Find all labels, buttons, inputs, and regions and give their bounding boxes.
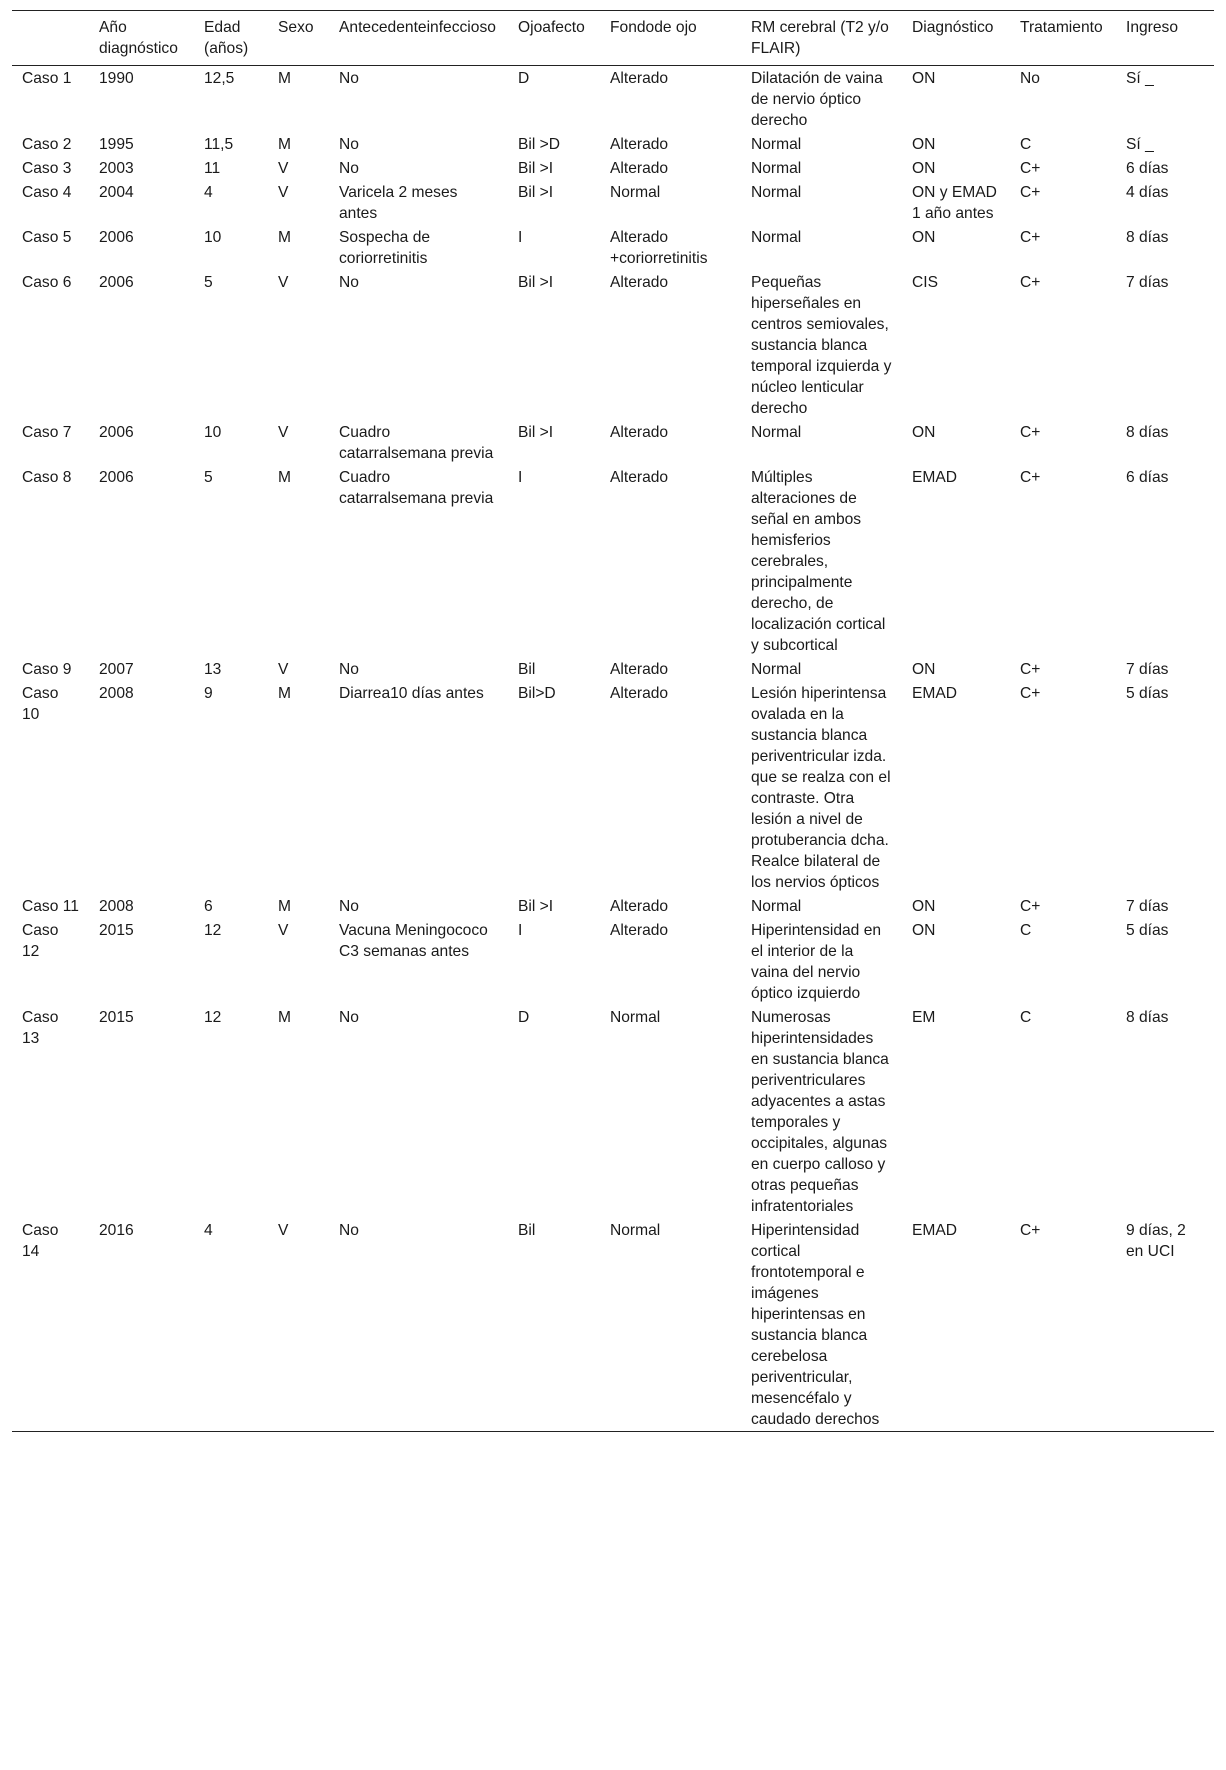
treatment-cell: C+ (1020, 274, 1041, 291)
table-row (12, 225, 1214, 270)
admission-cell: 4 días (1126, 184, 1169, 201)
year-cell: 2015 (99, 922, 134, 939)
infection-cell: Sospecha de coriorretinitis (339, 229, 431, 267)
sex-cell: M (278, 229, 291, 246)
header-eye: Ojoafecto (518, 19, 585, 36)
mri-cell: Normal (751, 184, 802, 201)
header-year: Año diagnóstico (99, 19, 178, 57)
diagnosis-cell: CIS (912, 274, 938, 291)
admission-cell: 7 días (1126, 274, 1169, 291)
year-cell: 2016 (99, 1222, 134, 1239)
year-cell: 2003 (99, 160, 134, 177)
sex-cell: V (278, 661, 289, 678)
table-row (12, 894, 1214, 918)
fundus-cell: Normal (610, 1009, 661, 1026)
sex-cell: V (278, 922, 289, 939)
mri-cell: Hiperintensidad cortical frontotemporal e imágenes hiperintensas en sustancia blanca cerebelosa periventricular, mesencéfalo y caudado derechos (751, 1222, 880, 1428)
header-treatment: Tratamiento (1020, 19, 1103, 36)
year-cell: 2006 (99, 229, 134, 246)
year-cell: 2015 (99, 1009, 134, 1026)
year-cell: 2008 (99, 898, 134, 915)
header-age: Edad (años) (204, 19, 249, 57)
fundus-cell: Alterado (610, 274, 669, 291)
eye-cell: Bil >D (518, 136, 561, 153)
mri-cell: Normal (751, 160, 802, 177)
fundus-cell: Normal (610, 1222, 661, 1239)
case-cell: Caso 1 (22, 70, 72, 87)
sex-cell: M (278, 469, 291, 486)
treatment-cell: C (1020, 922, 1032, 939)
sex-cell: M (278, 685, 291, 702)
infection-cell: Diarrea10 días antes (339, 685, 484, 702)
header-case (12, 11, 89, 66)
admission-cell: 8 días (1126, 229, 1169, 246)
admission-cell: 5 días (1126, 685, 1169, 702)
fundus-cell: Alterado (610, 424, 669, 441)
admission-cell: 7 días (1126, 898, 1169, 915)
table-body (12, 66, 1214, 1432)
mri-cell: Normal (751, 424, 802, 441)
eye-cell: Bil >I (518, 160, 554, 177)
fundus-cell: Alterado (610, 685, 669, 702)
mri-cell: Normal (751, 661, 802, 678)
sex-cell: M (278, 136, 291, 153)
diagnosis-cell: ON (912, 661, 936, 678)
mri-cell: Hiperintensidad en el interior de la vaina del nervio óptico izquierdo (751, 922, 882, 1002)
diagnosis-cell: ON (912, 898, 936, 915)
diagnosis-cell: ON (912, 922, 936, 939)
infection-cell: No (339, 70, 359, 87)
age-cell: 12,5 (204, 70, 235, 87)
treatment-cell: C+ (1020, 661, 1041, 678)
case-cell: Caso 4 (22, 184, 72, 201)
eye-cell: Bil (518, 661, 536, 678)
eye-cell: Bil >I (518, 274, 554, 291)
age-cell: 13 (204, 661, 222, 678)
table-row (12, 681, 1214, 894)
eye-cell: D (518, 70, 530, 87)
case-cell: Caso 6 (22, 274, 72, 291)
age-cell: 12 (204, 922, 222, 939)
mri-cell: Normal (751, 898, 802, 915)
admission-cell: Sí _ (1126, 136, 1154, 153)
sex-cell: V (278, 1222, 289, 1239)
case-cell: Caso 9 (22, 661, 72, 678)
header-diagnosis: Diagnóstico (912, 19, 994, 36)
header-row (12, 11, 1214, 66)
table-row (12, 1005, 1214, 1218)
eye-cell: Bil >I (518, 424, 554, 441)
case-cell: Caso 12 (22, 922, 59, 960)
age-cell: 12 (204, 1009, 222, 1026)
sex-cell: V (278, 184, 289, 201)
case-cell: Caso 2 (22, 136, 72, 153)
admission-cell: 7 días (1126, 661, 1169, 678)
eye-cell: D (518, 1009, 530, 1026)
clinical-cases-table (12, 10, 1214, 1432)
table-row (12, 420, 1214, 465)
case-cell: Caso 10 (22, 685, 59, 723)
admission-cell: 5 días (1126, 922, 1169, 939)
infection-cell: No (339, 661, 359, 678)
diagnosis-cell: EMAD (912, 685, 958, 702)
case-cell: Caso 5 (22, 229, 72, 246)
age-cell: 11,5 (204, 136, 234, 153)
eye-cell: I (518, 922, 523, 939)
age-cell: 5 (204, 469, 213, 486)
age-cell: 5 (204, 274, 213, 291)
infection-cell: Vacuna Meningococo C3 semanas antes (339, 922, 488, 960)
treatment-cell: C+ (1020, 424, 1041, 441)
year-cell: 2004 (99, 184, 134, 201)
table-row (12, 66, 1214, 133)
eye-cell: Bil >I (518, 184, 554, 201)
year-cell: 1990 (99, 70, 134, 87)
year-cell: 2006 (99, 274, 134, 291)
table-row (12, 156, 1214, 180)
treatment-cell: C+ (1020, 1222, 1041, 1239)
age-cell: 11 (204, 160, 221, 177)
sex-cell: V (278, 274, 289, 291)
sex-cell: M (278, 1009, 291, 1026)
case-cell: Caso 14 (22, 1222, 59, 1260)
table-row (12, 918, 1214, 1005)
year-cell: 2006 (99, 424, 134, 441)
treatment-cell: C+ (1020, 184, 1041, 201)
treatment-cell: C+ (1020, 469, 1041, 486)
table-row (12, 465, 1214, 657)
infection-cell: No (339, 160, 359, 177)
age-cell: 6 (204, 898, 213, 915)
fundus-cell: Alterado (610, 160, 669, 177)
case-cell: Caso 8 (22, 469, 72, 486)
treatment-cell: C+ (1020, 898, 1041, 915)
table-row (12, 1218, 1214, 1432)
table-row (12, 270, 1214, 420)
mri-cell: Dilatación de vaina de nervio óptico derecho (751, 70, 883, 129)
case-cell: Caso 13 (22, 1009, 59, 1047)
admission-cell: 8 días (1126, 424, 1169, 441)
diagnosis-cell: ON (912, 160, 936, 177)
eye-cell: Bil (518, 1222, 536, 1239)
sex-cell: M (278, 898, 291, 915)
treatment-cell: No (1020, 70, 1040, 87)
year-cell: 2008 (99, 685, 134, 702)
header-sex: Sexo (278, 19, 314, 36)
infection-cell: No (339, 898, 359, 915)
header-infection: Antecedenteinfeccioso (339, 19, 496, 36)
infection-cell: No (339, 1009, 359, 1026)
mri-cell: Normal (751, 136, 802, 153)
fundus-cell: Alterado (610, 136, 669, 153)
admission-cell: 9 días, 2 en UCI (1126, 1222, 1186, 1260)
treatment-cell: C (1020, 1009, 1032, 1026)
admission-cell: 8 días (1126, 1009, 1169, 1026)
sex-cell: V (278, 424, 289, 441)
eye-cell: I (518, 469, 523, 486)
eye-cell: I (518, 229, 523, 246)
sex-cell: M (278, 70, 291, 87)
header-mri: RM cerebral (T2 y/o FLAIR) (751, 19, 889, 57)
treatment-cell: C (1020, 136, 1032, 153)
case-cell: Caso 11 (22, 898, 79, 915)
fundus-cell: Alterado (610, 922, 669, 939)
infection-cell: Cuadro catarralsemana previa (339, 424, 494, 462)
diagnosis-cell: EMAD (912, 469, 958, 486)
year-cell: 2006 (99, 469, 134, 486)
mri-cell: Múltiples alteraciones de señal en ambos hemisferios cerebrales, principalmente derecho, de localización cortical y subcortical (751, 469, 886, 654)
case-cell: Caso 3 (22, 160, 72, 177)
header-admission: Ingreso (1126, 19, 1179, 36)
age-cell: 10 (204, 424, 222, 441)
infection-cell: No (339, 1222, 359, 1239)
fundus-cell: Normal (610, 184, 661, 201)
admission-cell: Sí _ (1126, 70, 1154, 87)
sex-cell: V (278, 160, 289, 177)
infection-cell: No (339, 136, 359, 153)
year-cell: 2007 (99, 661, 134, 678)
table-row (12, 132, 1214, 156)
age-cell: 4 (204, 184, 213, 201)
diagnosis-cell: ON (912, 136, 936, 153)
treatment-cell: C+ (1020, 685, 1041, 702)
fundus-cell: Alterado (610, 70, 669, 87)
diagnosis-cell: EM (912, 1009, 936, 1026)
treatment-cell: C+ (1020, 229, 1041, 246)
age-cell: 10 (204, 229, 222, 246)
age-cell: 9 (204, 685, 213, 702)
diagnosis-cell: ON y EMAD 1 año antes (912, 184, 997, 222)
mri-cell: Pequeñas hiperseñales en centros semiovales, sustancia blanca temporal izquierda y núcleo lenticular derecho (751, 274, 892, 417)
diagnosis-cell: ON (912, 424, 936, 441)
mri-cell: Numerosas hiperintensidades en sustancia blanca periventriculares adyacentes a astas temporales y occipitales, algunas en cuerpo calloso y otras pequeñas infratentoriales (751, 1009, 889, 1215)
admission-cell: 6 días (1126, 469, 1169, 486)
infection-cell: Cuadro catarralsemana previa (339, 469, 494, 507)
infection-cell: Varicela 2 meses antes (339, 184, 458, 222)
treatment-cell: C+ (1020, 160, 1041, 177)
mri-cell: Lesión hiperintensa ovalada en la sustancia blanca periventricular izda. que se realza con el contraste. Otra lesión a nivel de protuberancia dcha. Realce bilateral de los nervios ópticos (751, 685, 891, 891)
age-cell: 4 (204, 1222, 213, 1239)
eye-cell: Bil >I (518, 898, 554, 915)
mri-cell: Normal (751, 229, 802, 246)
year-cell: 1995 (99, 136, 134, 153)
fundus-cell: Alterado (610, 469, 669, 486)
case-cell: Caso 7 (22, 424, 72, 441)
fundus-cell: Alterado (610, 661, 669, 678)
diagnosis-cell: EMAD (912, 1222, 958, 1239)
table-row (12, 657, 1214, 681)
diagnosis-cell: ON (912, 70, 936, 87)
eye-cell: Bil>D (518, 685, 556, 702)
diagnosis-cell: ON (912, 229, 936, 246)
table-row (12, 180, 1214, 225)
admission-cell: 6 días (1126, 160, 1169, 177)
fundus-cell: Alterado +coriorretinitis (610, 229, 708, 267)
header-fundus: Fondode ojo (610, 19, 697, 36)
infection-cell: No (339, 274, 359, 291)
fundus-cell: Alterado (610, 898, 669, 915)
